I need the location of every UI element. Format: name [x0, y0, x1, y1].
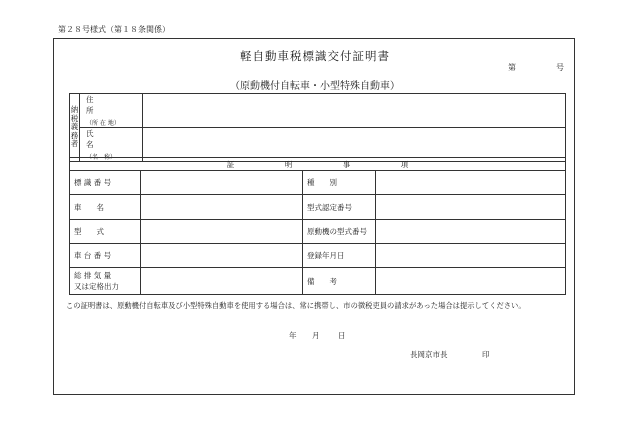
vehicle-name-value[interactable] [141, 195, 303, 220]
vehicle-name-label: 車 名 [70, 195, 141, 220]
chassis-number-value[interactable] [141, 244, 303, 268]
plate-number-label: 標 識 番 号 [70, 171, 141, 195]
vlabel-char: 税 [70, 113, 79, 123]
registration-date-value[interactable] [376, 244, 566, 268]
plate-number-value[interactable] [141, 171, 303, 195]
displacement-label-line1: 総 排 気 量 [74, 271, 112, 280]
category-label: 種 別 [303, 171, 376, 195]
header-char: 事 [342, 159, 351, 169]
address-sublabel: （所 在 地） [86, 120, 120, 127]
address-label-cell [80, 94, 143, 128]
header-char: 項 [400, 159, 409, 169]
date-day-label: 日 [338, 331, 346, 340]
chassis-number-label: 車 台 番 号 [70, 244, 141, 268]
category-value[interactable] [376, 171, 566, 195]
engine-model-value[interactable] [376, 220, 566, 244]
type-approval-value[interactable] [376, 195, 566, 220]
header-char: 明 [284, 159, 293, 169]
name-label: 氏 名 [86, 129, 129, 149]
type-approval-label: 型式認定番号 [303, 195, 376, 220]
taxpayer-vertical-label [70, 94, 80, 162]
document-title: 軽自動車税標識交付証明書 [240, 49, 390, 63]
engine-model-label: 原動機の型式番号 [303, 220, 376, 244]
issuer-name: 長岡京市長 [410, 350, 448, 359]
document-subtitle: （原動機付自転車・小型特殊自動車） [230, 81, 400, 92]
vlabel-char: 者 [70, 139, 79, 149]
displacement-value[interactable] [141, 268, 303, 295]
number-label: 第 [508, 63, 516, 72]
registration-date-label: 登録年月日 [303, 244, 376, 268]
certification-table [69, 157, 566, 295]
date-year-label: 年 [289, 331, 297, 340]
displacement-label [70, 268, 141, 295]
remarks-label: 備 考 [303, 268, 376, 295]
header-char: 証 [226, 159, 235, 169]
usage-note: この証明書は、原動機付自転車及び小型特殊自動車を使用する場合は、常に携帯し、市の徴税吏員の請求があった場合は提示してください。 [66, 301, 526, 310]
date-month-label: 月 [312, 331, 320, 340]
taxpayer-table [69, 93, 566, 162]
form-code: 第２８号様式（第１８条関係） [58, 25, 170, 34]
model-label: 型 式 [70, 220, 141, 244]
model-value[interactable] [141, 220, 303, 244]
remarks-value[interactable] [376, 268, 566, 295]
address-label: 住 所 [86, 95, 129, 115]
displacement-label-line2: 又は定格出力 [74, 282, 119, 291]
vlabel-char: 義 [70, 122, 79, 132]
name-sublabel: （名 称） [86, 154, 117, 161]
seal-mark: 印 [482, 350, 490, 359]
certification-header [70, 158, 566, 171]
number-suffix: 号 [556, 63, 564, 72]
address-value[interactable] [143, 94, 566, 128]
vlabel-char: 納 [70, 105, 79, 115]
vlabel-char: 務 [70, 130, 79, 140]
